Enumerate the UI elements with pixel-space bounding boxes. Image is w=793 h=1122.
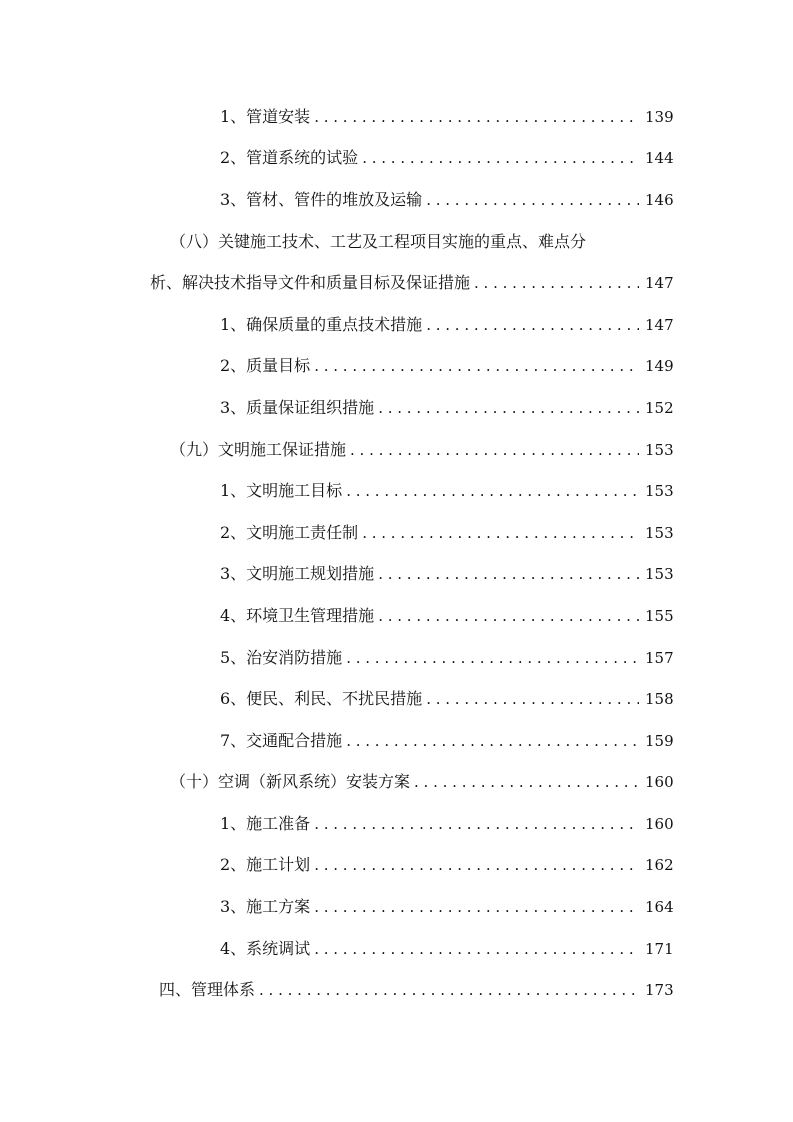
toc-entry-page: 158 [645,690,674,709]
dot-leader [314,107,639,127]
dot-leader [346,648,639,668]
dot-leader [314,855,639,875]
toc-entry-title: 7、交通配合措施 [220,730,343,750]
toc-entry[interactable] [0,512,793,554]
toc-entry-page: 173 [645,981,674,1000]
toc-entry-title: 1、文明施工目标 [220,481,343,501]
toc-entry-title: 2、质量目标 [220,356,311,376]
toc-entry-page: 146 [645,190,674,209]
dot-leader [426,689,639,709]
dot-leader [346,481,639,501]
toc-entry-page: 149 [645,357,674,376]
toc-entry-title: 5、治安消防措施 [220,647,343,667]
toc-entry[interactable] [0,720,793,762]
toc-entry-page: 147 [645,274,674,293]
toc-entry-title: （九）文明施工保证措施 [170,439,347,459]
toc-entry-page: 162 [645,856,674,875]
toc-entry[interactable] [0,554,793,596]
toc-entry-title: 4、环境卫生管理措施 [220,605,375,625]
toc-entry-page: 159 [645,731,674,750]
toc-entry-page: 153 [645,565,674,584]
toc-entry-page: 160 [645,773,674,792]
toc-entry-page: 171 [645,939,674,958]
toc-entry[interactable] [0,678,793,720]
toc-entry[interactable] [0,803,793,845]
toc-entry-line1[interactable] [0,221,793,263]
toc-entry-page: 157 [645,648,674,667]
dot-leader [314,897,639,917]
dot-leader [314,939,639,959]
toc-entry-title: 3、施工方案 [220,897,311,917]
dot-leader [346,731,639,751]
dot-leader [426,190,639,210]
toc-entry[interactable] [0,845,793,887]
toc-entry-line2[interactable] [0,262,793,304]
dot-leader [362,523,639,543]
toc-entry[interactable] [0,762,793,804]
toc-entry-page: 139 [645,107,674,126]
toc-entry[interactable] [0,429,793,471]
toc-entry-title: 2、施工计划 [220,855,311,875]
toc-entry-title: 2、文明施工责任制 [220,522,359,542]
dot-leader [350,440,639,460]
dot-leader [259,980,639,1000]
toc-entry-title: 3、文明施工规划措施 [220,564,375,584]
dot-leader [362,148,639,168]
toc-entry-title: 4、系统调试 [220,938,311,958]
toc-entry[interactable] [0,637,793,679]
dot-leader [378,564,639,584]
toc-entry[interactable] [0,179,793,221]
toc-entry-title: 四、管理体系 [159,980,256,1000]
dot-leader [474,273,639,293]
toc-entry-page: 147 [645,315,674,334]
toc-entry[interactable] [0,138,793,180]
toc-entry[interactable] [0,928,793,970]
toc-entry-page: 160 [645,814,674,833]
toc-entry-page: 153 [645,523,674,542]
toc-entry-page: 153 [645,482,674,501]
table-of-contents [0,96,793,1011]
toc-entry-title: （八）关键施工技术、工艺及工程项目实施的重点、难点分 [170,231,587,251]
toc-entry[interactable] [0,346,793,388]
toc-entry-title: 1、施工准备 [220,813,311,833]
dot-leader [314,814,639,834]
dot-leader [314,356,639,376]
toc-entry-title-continued: 析、解决技术指导文件和质量目标及保证措施 [150,273,471,293]
toc-entry-page: 152 [645,398,674,417]
dot-leader [378,606,639,626]
toc-entry-title: 1、确保质量的重点技术措施 [220,314,423,334]
toc-entry[interactable] [0,969,793,1011]
toc-entry-title: 1、管道安装 [220,106,311,126]
toc-entry-page: 164 [645,898,674,917]
toc-entry[interactable] [0,595,793,637]
toc-entry-page: 144 [645,149,674,168]
toc-entry-page: 153 [645,440,674,459]
toc-entry[interactable] [0,886,793,928]
toc-entry-page: 155 [645,606,674,625]
dot-leader [426,315,639,335]
toc-entry[interactable] [0,470,793,512]
toc-entry-title: （十）空调（新风系统）安装方案 [170,772,411,792]
toc-entry[interactable] [0,96,793,138]
toc-entry[interactable] [0,387,793,429]
toc-entry-title: 3、管材、管件的堆放及运输 [220,189,423,209]
dot-leader [414,772,639,792]
toc-entry[interactable] [0,304,793,346]
dot-leader [378,398,639,418]
toc-entry-title: 3、质量保证组织措施 [220,397,375,417]
toc-entry-title: 6、便民、利民、不扰民措施 [220,689,423,709]
toc-entry-title: 2、管道系统的试验 [220,148,359,168]
